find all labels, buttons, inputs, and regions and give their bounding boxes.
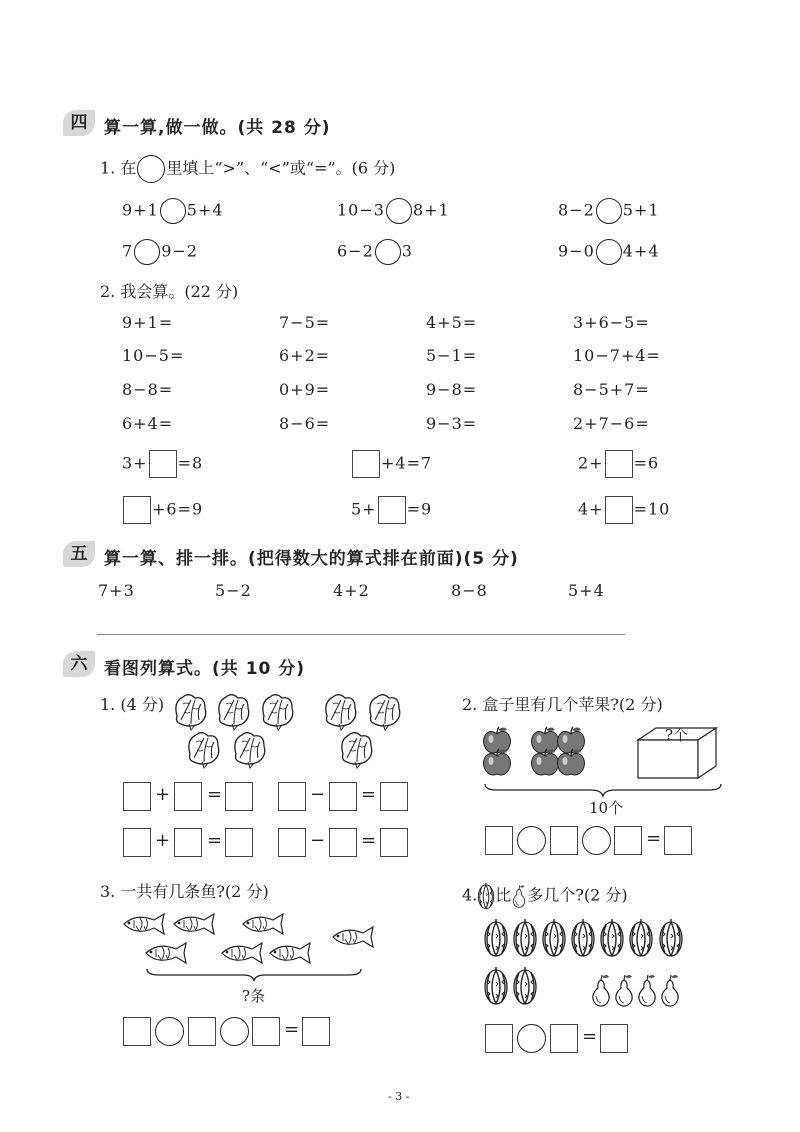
box-label: ?个 (665, 726, 689, 744)
melon-icon (477, 882, 495, 910)
compare-circle[interactable] (375, 239, 401, 265)
compare-circle[interactable] (596, 198, 622, 224)
calc-item: 2+7−6= (573, 414, 650, 433)
pear-icon (614, 976, 634, 1006)
page-number: - 3 - (388, 1090, 410, 1103)
equals-sign: = (207, 784, 223, 805)
compare-item: 7 9−2 (122, 239, 198, 265)
answer-box[interactable] (600, 1024, 628, 1053)
answer-box[interactable] (329, 828, 357, 857)
cabbage-icon (325, 694, 357, 732)
answer-box[interactable] (380, 828, 408, 857)
apple-icon (531, 749, 559, 777)
pear-icon (591, 976, 611, 1006)
melon-icon (543, 920, 567, 958)
answer-box[interactable] (278, 782, 306, 811)
calc-item: 7−5= (279, 313, 331, 332)
q1-prompt-pre: 1. 在 (100, 158, 137, 178)
compare-circle[interactable] (386, 198, 412, 224)
answer-box[interactable] (329, 782, 357, 811)
total-label: 10个 (589, 799, 624, 817)
fish-icon (331, 925, 375, 949)
cabbage-icon (341, 732, 373, 770)
plus-sign: + (155, 830, 171, 851)
answer-box[interactable] (252, 1017, 280, 1046)
calc-item: 5−1= (426, 346, 478, 365)
answer-box[interactable] (225, 782, 253, 811)
section4-badge: 四 (63, 110, 95, 136)
calc-item: 9−3= (426, 414, 478, 433)
calc-item: 9−8= (426, 380, 478, 399)
calc-item: 0+9= (279, 380, 331, 399)
answer-box[interactable] (550, 1024, 578, 1053)
answer-box[interactable] (485, 826, 513, 855)
fish-icon (144, 941, 188, 965)
operator-circle[interactable] (582, 826, 611, 855)
fill-item: +4=7 (351, 450, 432, 478)
answer-box[interactable] (149, 450, 177, 478)
section6-badge: 六 (63, 651, 95, 677)
answer-box[interactable] (123, 782, 151, 811)
fill-item: +6=9 (122, 496, 203, 524)
cabbage-icon (234, 732, 266, 770)
answer-box[interactable] (123, 1017, 151, 1046)
answer-box[interactable] (225, 828, 253, 857)
calc-item: 10−5= (122, 346, 185, 365)
answer-box[interactable] (174, 828, 202, 857)
melon-icon (630, 920, 654, 958)
answer-box[interactable] (123, 496, 151, 524)
equals-sign: = (207, 830, 223, 851)
fish-icon (172, 912, 216, 936)
calc-item: 3+6−5= (573, 313, 650, 332)
answer-box[interactable] (352, 450, 380, 478)
answer-box[interactable] (664, 826, 692, 855)
calc-item: 9+1= (122, 313, 174, 332)
pear-icon (637, 976, 657, 1006)
total-label: ?条 (242, 987, 266, 1005)
compare-item: 9+1 5+4 (122, 198, 224, 224)
total-brace (145, 968, 363, 982)
section4-title: 算一算,做一做。(共 28 分) (104, 118, 331, 138)
answer-box[interactable] (550, 826, 578, 855)
sort-item: 8−8 (451, 581, 488, 600)
fish-icon (268, 941, 312, 965)
fish-icon (241, 912, 285, 936)
minus-sign: − (310, 784, 326, 805)
minus-sign: − (310, 830, 326, 851)
answer-box[interactable] (614, 826, 642, 855)
pear-icon (511, 884, 527, 908)
calc-item: 6+2= (279, 346, 331, 365)
calc-item: 4+5= (426, 313, 478, 332)
cabbage-icon (369, 694, 401, 732)
q2-prompt: 2. 我会算。(22 分) (100, 282, 239, 301)
equals-sign: = (582, 1026, 598, 1047)
melon-icon (514, 920, 538, 958)
compare-item: 9−0 4+4 (558, 239, 660, 265)
compare-item: 8−2 5+1 (558, 198, 660, 224)
pear-icon (660, 976, 680, 1006)
calc-item: 8−8= (122, 380, 174, 399)
melon-icon (660, 920, 684, 958)
cabbage-icon (262, 694, 294, 732)
section5-badge: 五 (63, 541, 95, 567)
calc-item: 6+4= (122, 414, 174, 433)
answer-box[interactable] (378, 496, 406, 524)
compare-circle-sample (137, 155, 165, 183)
melon-icon (485, 920, 509, 958)
fill-item: 5+ =9 (351, 496, 432, 524)
fish-icon (122, 912, 166, 936)
compare-item: 10−3 8+1 (337, 198, 450, 224)
compare-item: 6−2 3 (337, 239, 413, 265)
equals-sign: = (361, 830, 377, 851)
sort-item: 5+4 (568, 581, 605, 600)
sort-item: 4+2 (333, 581, 370, 600)
melon-icon (601, 920, 625, 958)
s6-q4-prompt: 4. 比 多几个?(2 分) (462, 882, 628, 910)
q1-prompt (100, 155, 395, 183)
compare-circle[interactable] (596, 239, 622, 265)
plus-sign: + (155, 784, 171, 805)
s6-q3-prompt: 3. 一共有几条鱼?(2 分) (100, 882, 269, 901)
equals-sign: = (646, 828, 662, 849)
equals-sign: = (284, 1019, 300, 1040)
operator-circle[interactable] (155, 1017, 184, 1046)
sort-item: 5−2 (215, 581, 252, 600)
sort-item: 7+3 (98, 581, 135, 600)
melon-icon (572, 920, 596, 958)
cabbage-icon (188, 732, 220, 770)
section6-title: 看图列算式。(共 10 分) (104, 659, 306, 679)
melon-icon (514, 968, 538, 1006)
operator-circle[interactable] (220, 1017, 249, 1046)
calc-item: 10−7+4= (573, 346, 661, 365)
q1-prompt-post: 里填上“>”、“<”或“=”。(6 分) (166, 158, 396, 178)
answer-box[interactable] (123, 828, 151, 857)
s6-q2-prompt: 2. 盒子里有几个苹果?(2 分) (462, 695, 663, 714)
apple-icon (483, 749, 511, 777)
answer-box[interactable] (485, 1024, 513, 1053)
fill-item: 4+ =10 (578, 496, 670, 524)
answer-box[interactable] (605, 450, 633, 478)
melon-icon (485, 968, 509, 1006)
answer-box[interactable] (380, 782, 408, 811)
compare-circle[interactable] (160, 198, 186, 224)
calc-item: 8−5+7= (573, 380, 650, 399)
total-brace (483, 783, 723, 797)
compare-circle[interactable] (134, 239, 160, 265)
answer-box[interactable] (278, 828, 306, 857)
fill-item: 3+ =8 (122, 450, 203, 478)
equals-sign: = (361, 784, 377, 805)
answer-box[interactable] (174, 782, 202, 811)
cabbage-icon (175, 694, 207, 732)
section5-title: 算一算、排一排。(把得数大的算式排在前面)(5 分) (104, 549, 519, 569)
answer-box[interactable] (188, 1017, 216, 1046)
answer-box[interactable] (605, 496, 633, 524)
answer-line[interactable] (97, 634, 625, 635)
cabbage-icon (218, 694, 250, 732)
fill-item: 2+ =6 (578, 450, 659, 478)
operator-circle[interactable] (517, 1024, 546, 1053)
s6-q1-prompt: 1. (4 分) (100, 695, 165, 714)
calc-item: 8−6= (279, 414, 331, 433)
answer-box[interactable] (302, 1017, 330, 1046)
apple-icon (557, 749, 585, 777)
fish-icon (220, 941, 264, 965)
operator-circle[interactable] (517, 826, 546, 855)
